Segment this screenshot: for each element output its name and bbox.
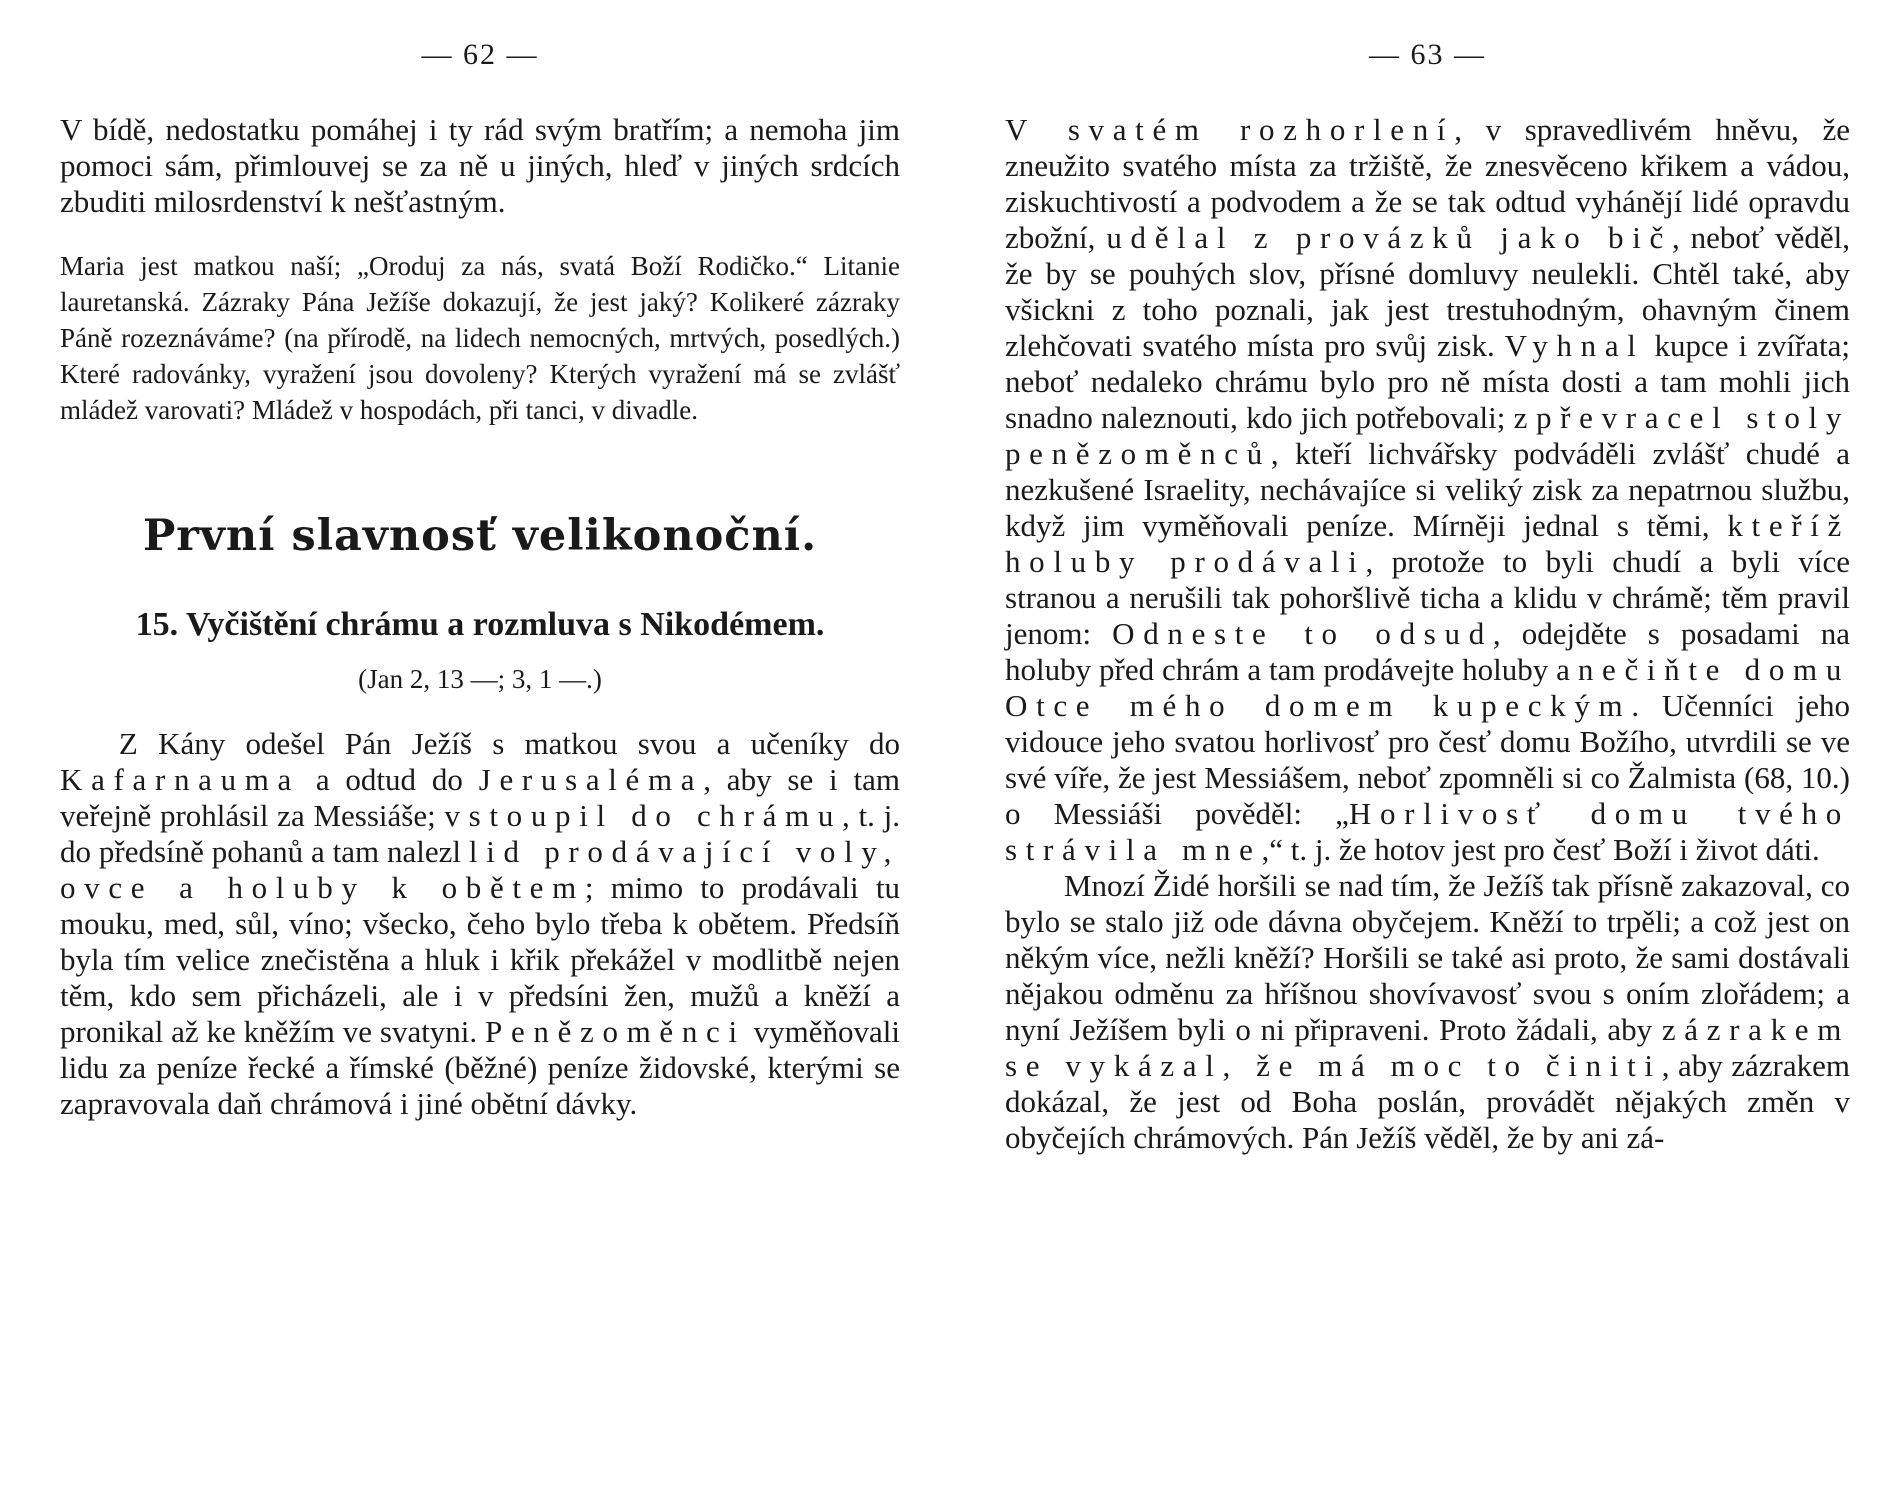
spaced-emphasis: Vyhnal xyxy=(1504,328,1645,363)
spaced-emphasis: zázrakem se vykázal, že má moc to činiti xyxy=(1005,1012,1850,1083)
left-page-body xyxy=(60,112,900,1122)
spaced-emphasis: Horlivosť domu tvého strávila mne xyxy=(1005,796,1850,867)
spaced-emphasis: V svatém rozhorlení xyxy=(1005,112,1455,147)
text-run: Mnozí Židé horšili se nad tím, že Ježíš tak přísně zakazoval, co bylo se stalo již ode dávna obyčejem. Kněží to trpěli; a což jest on někým více, nežli kněží? Horšili se také asi proto, že sami dostávali nějakou odměnu za hříšnou shovívavosť svou s oním zlořádem; a nyní Ježíšem byli o ni připraveni. Proto žádali, aby xyxy=(1005,868,1850,1047)
right-page-body xyxy=(1005,112,1850,1156)
spaced-emphasis: kteříž holuby prodávali xyxy=(1005,508,1850,579)
paragraph-cleansing xyxy=(1005,112,1850,868)
text-run: , t. j. do předsíně pohanů a tam nalezl xyxy=(60,798,900,869)
text-run: Z Kány odešel Pán Ježíš s matkou svou a učeníky do xyxy=(118,726,900,761)
page-number-right: — 63 — xyxy=(1369,38,1486,71)
paragraph-charity: V bídě, nedostatku pomáhej i ty rád svým bratřím; a nemoha jim pomoci sám, přimlouvej se za ně u jiných, hleď v jiných srdcích zbuditi milosrdenství k nešťastným. xyxy=(60,112,900,219)
text-run: a odtud do xyxy=(299,762,479,797)
page-number-left: — 62 — xyxy=(421,38,539,71)
paragraph-jews-offended xyxy=(1005,868,1850,1156)
text-run: ,“ t. j. že hotov jest pro česť Boží i život dáti. xyxy=(1261,832,1820,867)
section-title: První slavnosť velikonoční. xyxy=(142,511,818,561)
text-run: , aby se i tam veřejně prohlásil za Messiáše; xyxy=(60,762,900,833)
text-run: , protože to byli chudí a byli více stranou a nerušili tak pohoršlivě ticha a klidu v chrámě; těm pravil jenom: xyxy=(1005,544,1851,651)
spaced-emphasis: Jerusaléma xyxy=(478,762,704,797)
text-run: ; mimo to prodávali tu mouku, med, sůl, víno; všecko, čeho bylo třeba k obětem. Předsíň byla tím velice znečistěna a hluk i křik překážel v modlitbě nejen těm, kdo sem přicházeli, ale i v předsíni žen, mužů a kněží a pronikal až ke kněžím ve svatyni. xyxy=(60,870,900,1049)
paragraph-questions: Maria jest matkou naší; „Oroduj za nás, svatá Boží Rodičko.“ Litanie lauretanská. Zázraky Pána Ježíše dokazují, že jest jaký? Kolikeré zázraky Páně rozeznáváme? (na přírodě, na lidech nemocných, mrtvých, posedlých.) Které radovánky, vyražení jsou dovoleny? Kterých vyražení má se zvlášť mládež varovati? Mládež v hospodách, při tanci, v divadle. xyxy=(60,251,900,425)
spaced-emphasis: zpřevracel stoly penězoměnců xyxy=(1005,400,1851,471)
spaced-emphasis: udělal z provázků jako bič xyxy=(1106,220,1672,255)
text-run: , aby zázrakem dokázal, že jest od Boha poslán, provádět nějakých změn v obyčejích chrámových. Pán Ježíš věděl, že by ani zá- xyxy=(1005,1048,1850,1155)
text-run: , kteří lichvářsky podváděli zvlášť chudé a nezkušené Israelity, nechávajíce si veliký zisk za nepatrnou službu, když jim vyměňovali peníze. Mírněji jednal s těmi, xyxy=(1005,436,1850,543)
spaced-emphasis: nečiňte domu Otce mého domem kupeckým xyxy=(1005,652,1851,723)
text-run: , odejděte s posadami na holuby před chrám a tam prodávejte holuby a xyxy=(1005,616,1850,687)
spaced-emphasis: vstoupil do chrámu xyxy=(444,798,843,833)
spaced-emphasis: Odneste to odsud xyxy=(1112,616,1493,651)
text-run: vyměňovali lidu za peníze řecké a římské (běžné) peníze židovské, kterými se zapravovala daň chrámová i jiné obětní dávky. xyxy=(60,1014,900,1121)
text-run: . Učenníci jeho vidouce jeho svatou horlivosť pro česť domu Božího, utvrdili se ve své víře, že jest Messiášem, neboť zpomněli si co Žalmista (68, 10.) o Messiáši pověděl: „ xyxy=(1005,688,1851,831)
spaced-emphasis: Kafarnauma xyxy=(60,762,300,797)
paragraph-cana xyxy=(60,726,900,1122)
spaced-emphasis: lid prodávající voly, ovce a holuby k obětem xyxy=(60,834,900,905)
text-run: , v spravedlivém hněvu, že zneužito svatého místa za tržiště, že znesvěceno křikem a vádou, ziskuchtivostí a podvodem a že se tak odtud vyhánějí lidé opravdu zbožní, xyxy=(1005,112,1850,255)
spaced-emphasis: Penězoměnci xyxy=(485,1014,746,1049)
text-run: kupce i zvířata; neboť nedaleko chrámu bylo pro ně místa dosti a tam mohli jich snadno naleznouti, kdo jich potřebovali; xyxy=(1005,328,1850,435)
text-run: , neboť věděl, že by se pouhých slov, přísné domluvy neulekli. Chtěl také, aby všickni z toho poznali, jak jest trestuhodným, ohavným činem zlehčovati svatého místa pro svůj zisk. xyxy=(1005,220,1850,363)
scripture-reference: (Jan 2, 13 —; 3, 1 —.) xyxy=(358,664,602,694)
chapter-title: 15. Vyčištění chrámu a rozmluva s Nikodémem. xyxy=(135,606,825,643)
